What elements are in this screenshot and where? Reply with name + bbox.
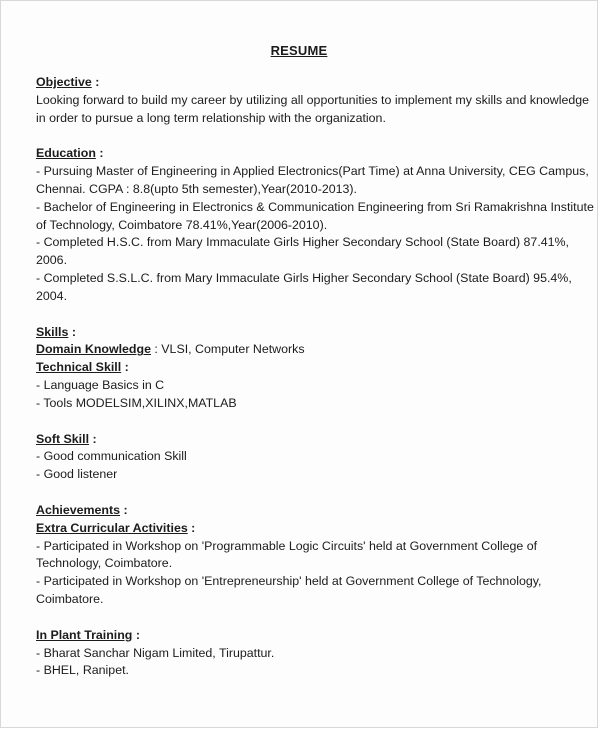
objective-line: Looking forward to build my career by utilizing all opportunities to implement my skills and knowledge [36, 92, 590, 107]
training-heading: In Plant Training : [36, 627, 140, 642]
resume-body [36, 74, 594, 680]
education-line: - Bachelor of Engineering in Electronics & Communication Engineering from Sri Ramakrishna Institute [36, 199, 594, 214]
technical-skill-item: - Tools MODELSIM,XILINX,MATLAB [36, 395, 237, 410]
education-line: 2004. [36, 288, 68, 303]
extra-curricular-heading: Extra Curricular Activities : [36, 520, 196, 535]
education-line: - Pursuing Master of Engineering in Applied Electronics(Part Time) at Anna University, CEG Campus, [36, 164, 589, 179]
education-line: Chennai. CGPA : 8.8(upto 5th semester),Year(2010-2013). [36, 181, 357, 196]
achievement-line: Technology, Coimbatore. [36, 556, 173, 571]
technical-skill-heading: Technical Skill : [36, 360, 129, 375]
achievement-line: Coimbatore. [36, 591, 104, 606]
education-line: of Technology, Coimbatore 78.41%,Year(2006-2010). [36, 217, 328, 232]
achievements-heading: Achievements : [36, 502, 128, 517]
domain-knowledge-row [36, 341, 576, 359]
training-item: - Bharat Sanchar Nigam Limited, Tirupattur. [36, 645, 275, 660]
domain-knowledge-label: Domain Knowledge [36, 342, 151, 357]
training-item: - BHEL, Ranipet. [36, 663, 129, 678]
technical-skill-item: - Language Basics in C [36, 377, 165, 392]
education-line: - Completed S.S.L.C. from Mary Immaculate Girls Higher Secondary School (State Board) 95.4%, [36, 270, 572, 285]
achievement-line: - Participated in Workshop on 'Entrepreneurship' held at Government College of Technology, [36, 574, 542, 589]
achievement-line: - Participated in Workshop on 'Programmable Logic Circuits' held at Government College of [36, 538, 538, 553]
soft-skill-item: - Good communication Skill [36, 449, 187, 464]
objective-line: in order to pursue a long term relationship with the organization. [36, 110, 386, 125]
skills-heading: Skills : [36, 324, 76, 339]
education-heading: Education : [36, 146, 104, 161]
page-title: RESUME [270, 43, 328, 58]
education-line: - Completed H.S.C. from Mary Immaculate Girls Higher Secondary School (State Board) 87.41%, [36, 235, 570, 250]
education-line: 2006. [36, 253, 68, 268]
soft-skill-heading: Soft Skill : [36, 431, 97, 446]
domain-knowledge-value: : VLSI, Computer Networks [150, 342, 305, 357]
soft-skill-item: - Good listener [36, 467, 118, 482]
objective-heading: Objective : [36, 75, 100, 89]
